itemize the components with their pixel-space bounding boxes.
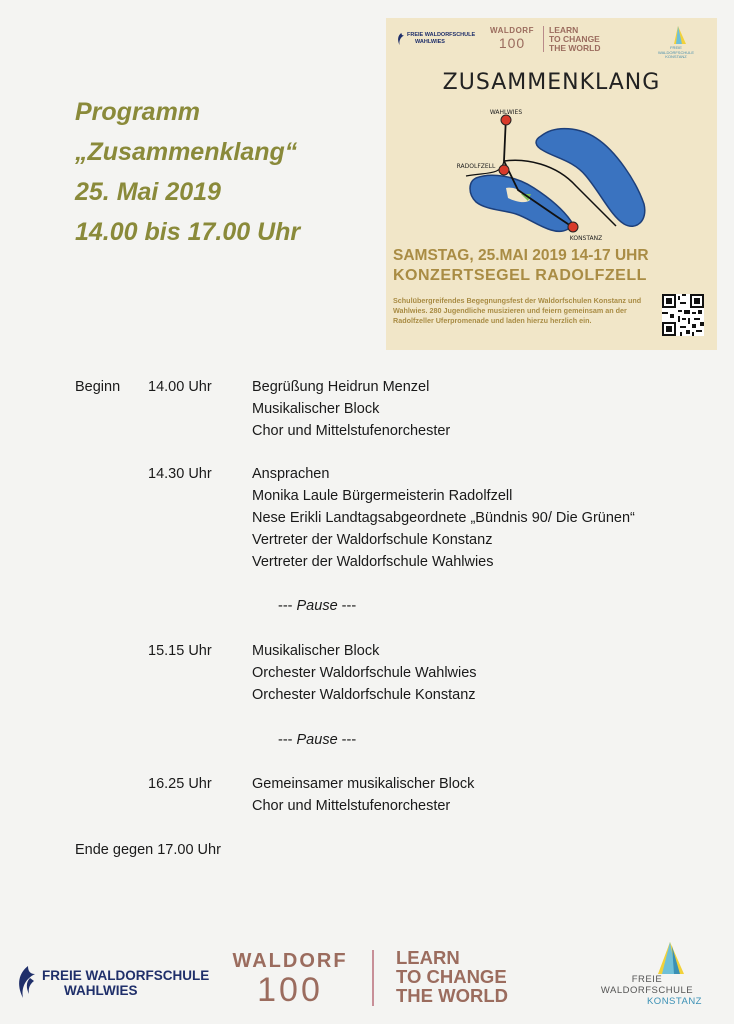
footer-konstanz-line2: WALDORFSCHULE (600, 985, 694, 996)
schedule-item: Orchester Waldorfschule Konstanz (252, 687, 476, 703)
footer-wahlwies-line1: FREIE WALDORFSCHULE (42, 968, 210, 983)
sail-icon (654, 24, 698, 46)
schedule-item: Vertreter der Waldorfschule Wahlwies (252, 554, 494, 570)
schedule-time: 16.25 Uhr (148, 776, 212, 792)
schedule-item: Vertreter der Waldorfschule Konstanz (252, 532, 493, 548)
footer-learn-line2: TO CHANGE (396, 966, 507, 987)
footer-waldorf100-logo (231, 950, 349, 1008)
lake-map-illustration (446, 106, 686, 246)
event-poster (386, 18, 717, 350)
map-label-konstanz: KONSTANZ (569, 235, 603, 242)
footer-learn-line1: LEARN (396, 947, 460, 968)
pause-label: Pause (296, 732, 338, 748)
poster-venue: KONZERTSEGEL RADOLFZELL (393, 267, 647, 284)
schedule-item: Gemeinsamer musikalischer Block (252, 776, 475, 792)
footer-waldorf-label: WALDORF (232, 950, 348, 972)
schedule-item: Musikalischer Block (252, 401, 380, 417)
poster-learn-slogan (549, 26, 600, 53)
begin-label: Beginn (75, 379, 121, 395)
footer-wahlwies-logo (14, 962, 214, 1002)
heading-title: Programm (75, 98, 201, 126)
map-label-wahlwies: WAHLWIES (489, 109, 523, 116)
schedule-time: 15.15 Uhr (148, 643, 212, 659)
schedule-item: Monika Laule Bürgermeisterin Radolfzell (252, 488, 513, 504)
pause-dashes-left: --- (278, 732, 297, 748)
pause-label: Pause (296, 598, 338, 614)
poster-waldorf-label: WALDORF (490, 26, 534, 35)
schedule-item: Orchester Waldorfschule Wahlwies (252, 665, 477, 681)
map-label-radolfzell: RADOLFZELL (456, 163, 496, 170)
schedule-item: Nese Erikli Landtagsabgeordnete „Bündnis 90/ Die Grünen“ (252, 510, 635, 526)
poster-date: SAMSTAG, 25.MAI 2019 14-17 UHR (393, 247, 649, 264)
poster-logo-divider (543, 26, 544, 52)
footer-wahlwies-line2: WAHLWIES (64, 983, 138, 998)
footer-konstanz-line1: FREIE (631, 974, 663, 985)
footer-learn-slogan (396, 948, 508, 1005)
qr-code-icon (662, 294, 704, 336)
poster-wahlwies-line1: FREIE WALDORFSCHULE (407, 32, 476, 38)
schedule-time: 14.00 Uhr (148, 379, 212, 395)
footer-konstanz-logo (592, 940, 702, 1010)
footer-hundred-label: 100 (257, 971, 323, 1009)
pause-dashes-right: --- (337, 732, 357, 748)
poster-wahlwies-line2: WAHLWIES (415, 39, 445, 45)
program-heading (75, 92, 300, 252)
poster-learn-line2: TO CHANGE (549, 34, 600, 44)
footer-logo-divider (372, 950, 374, 1006)
end-time-note: Ende gegen 17.00 Uhr (75, 842, 221, 858)
poster-learn-line3: THE WORLD (549, 43, 601, 53)
schedule-item: Chor und Mittelstufenorchester (252, 423, 451, 439)
poster-konstanz-line2: WALDORFSCHULE (657, 49, 695, 55)
poster-title: ZUSAMMENKLANG (442, 70, 661, 95)
footer-learn-line3: THE WORLD (396, 985, 509, 1006)
poster-konstanz-line3: KONSTANZ (665, 54, 687, 59)
heading-date: 25. Mai 2019 (75, 178, 221, 206)
heading-time: 14.00 bis 17.00 Uhr (75, 218, 301, 246)
wahlwies-emblem-icon (14, 964, 38, 1000)
schedule-item: Chor und Mittelstufenorchester (252, 798, 451, 814)
schedule-item: Ansprachen (252, 466, 330, 482)
poster-waldorf100-logo (486, 26, 538, 50)
poster-logo-bar (386, 18, 717, 58)
pause-dashes-right: --- (337, 598, 357, 614)
schedule-item: Musikalischer Block (252, 643, 380, 659)
heading-event-name: „Zusammenklang“ (75, 138, 298, 166)
schedule-time: 14.30 Uhr (148, 466, 212, 482)
poster-konstanz-logo (654, 24, 698, 59)
poster-konstanz-line1: FREIE (670, 45, 682, 50)
poster-description: Schulübergreifendes Begegnungsfest der Waldorfschulen Konstanz und Wahlwies. 280 Jugendliche musizieren und feiern gemeinsam an der Radolfzeller Uferpromenade und laden hierzu herzlich ein. (393, 296, 642, 325)
wahlwies-emblem-icon (396, 32, 405, 46)
schedule-item: Begrüßung Heidrun Menzel (252, 379, 430, 395)
sail-icon (592, 940, 702, 976)
pause-dashes-left: --- (278, 598, 297, 614)
footer-konstanz-line3: KONSTANZ (646, 996, 702, 1007)
poster-hundred-label: 100 (498, 35, 526, 51)
poster-learn-line1: LEARN (549, 25, 579, 35)
